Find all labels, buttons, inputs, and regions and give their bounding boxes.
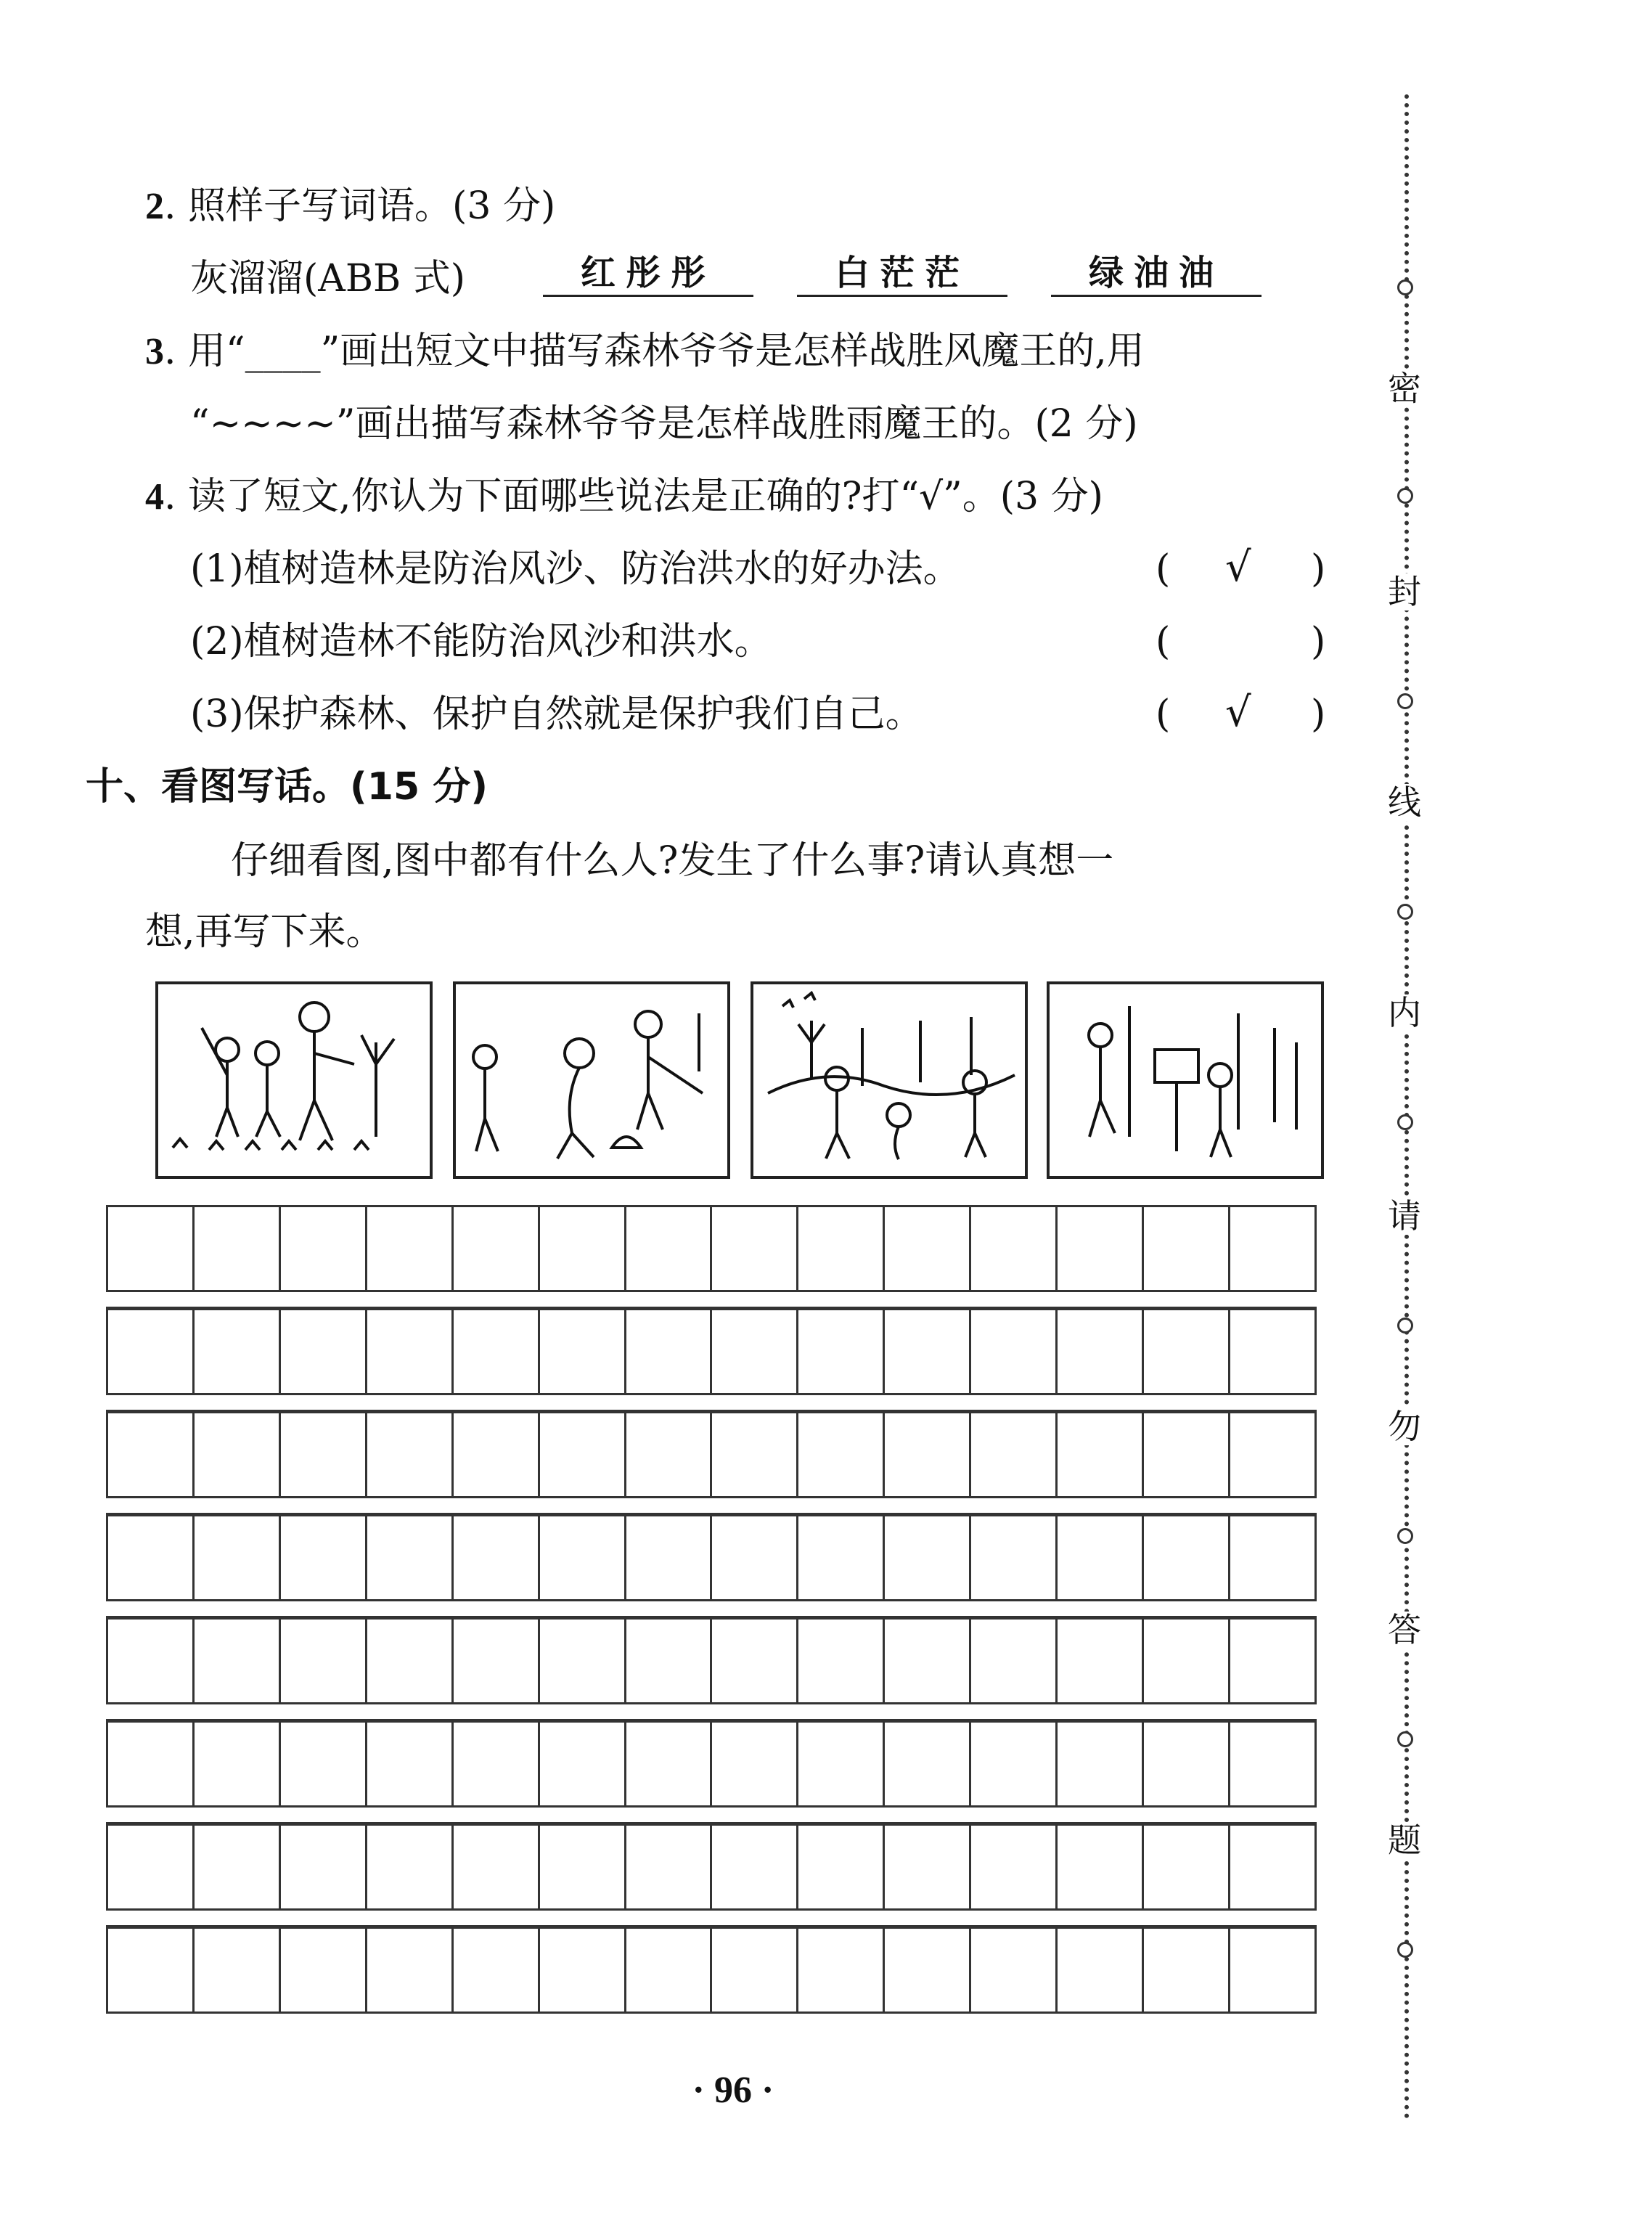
margin-word-qing: 请 [1388,1196,1421,1236]
section-10-instruction-2: 想,再写下来。 [145,910,384,954]
q4-prompt: 4. 读了短文,你认为下面哪些说法是正确的?打“√”。(3 分) [145,475,1103,518]
q2-answer-2[interactable]: 白茫茫 [797,251,1007,297]
grid-row[interactable] [106,1205,1317,1292]
q2-prompt [145,184,556,228]
grid-row[interactable] [106,1720,1317,1808]
margin-word-da: 答 [1388,1610,1421,1649]
q3-number: 3 [145,331,164,372]
q2-example: 灰溜溜(ABB 式) [190,257,466,301]
section-10-instruction-1: 仔细看图,图中都有什么人?发生了什么事?请认真想一 [231,839,1114,883]
q4-item-2-close-paren: ) [1311,620,1326,663]
grid-row[interactable] [106,1617,1317,1704]
grid-separator [106,1513,1317,1515]
margin-circle [1397,488,1413,504]
margin-word-mi: 密 [1388,369,1421,408]
margin-circle [1397,1731,1413,1747]
q2-text: . 照样子写词语。(3 分) [164,184,556,228]
picture-panel-4 [1047,981,1324,1179]
grid-row[interactable] [106,1411,1317,1498]
grid-separator [106,1925,1317,1927]
grid-separator [106,1822,1317,1824]
q2-number: 2 [145,186,164,227]
picture-panel-3 [751,981,1028,1179]
q2-answer-3[interactable]: 绿油油 [1051,251,1262,297]
margin-word-nei: 内 [1388,993,1421,1032]
children-planting-saplings-illustration [753,984,1025,1176]
q4-number: 4 [145,476,164,518]
children-digging-holes-illustration [456,984,727,1176]
section-10-title: 十、看图写话。(15 分) [86,765,488,809]
q4-item-1-checkmark[interactable]: √ [1225,544,1251,591]
margin-circle [1397,1528,1413,1544]
margin-circle [1397,693,1413,709]
q4-item-3-close-paren: ) [1311,693,1326,736]
q4-item-1-close-paren: ) [1311,547,1326,591]
q4-item-3-checkmark[interactable]: √ [1225,689,1251,736]
children-with-sign-and-trees-illustration [1050,984,1321,1176]
q3-line-1: 3. 用“____”画出短文中描写森林爷爷是怎样战胜风魔王的,用 [145,330,1145,373]
margin-word-wu: 勿 [1388,1407,1421,1446]
q4-item-3-open-paren: ( [1156,693,1171,736]
margin-circle [1397,1942,1413,1958]
grid-separator [106,1616,1317,1618]
margin-word-xian: 线 [1388,783,1421,822]
grid-row[interactable] [106,1308,1317,1395]
q4-item-3: (3)保护森林、保护自然就是保护我们自己。 [190,693,923,736]
grid-separator [106,1719,1317,1721]
q2-answer-1[interactable]: 红彤彤 [543,251,753,297]
margin-circle [1397,1318,1413,1333]
grid-row[interactable] [106,1823,1317,1911]
picture-panel-2 [453,981,730,1179]
q4-item-2: (2)植树造林不能防治风沙和洪水。 [190,620,772,663]
q3-line-2: “~~~~”画出描写森林爷爷是怎样战胜雨魔王的。(2 分) [190,402,1138,446]
q4-item-1: (1)植树造林是防治风沙、防治洪水的好办法。 [190,547,961,591]
margin-word-feng: 封 [1388,572,1421,611]
q4-item-1-open-paren: ( [1156,547,1171,591]
margin-circle [1397,1114,1413,1130]
picture-panel-1 [155,981,433,1179]
margin-circle [1397,904,1413,920]
margin-word-ti: 题 [1388,1821,1421,1860]
page-number: · 96 · [692,2070,774,2111]
grid-separator [106,1410,1317,1412]
margin-circle [1397,279,1413,295]
grid-row[interactable] [106,1927,1317,2014]
grid-row[interactable] [106,1514,1317,1601]
children-walking-with-shovels-illustration [158,984,430,1176]
grid-separator [106,1307,1317,1309]
q4-item-2-open-paren: ( [1156,620,1171,663]
